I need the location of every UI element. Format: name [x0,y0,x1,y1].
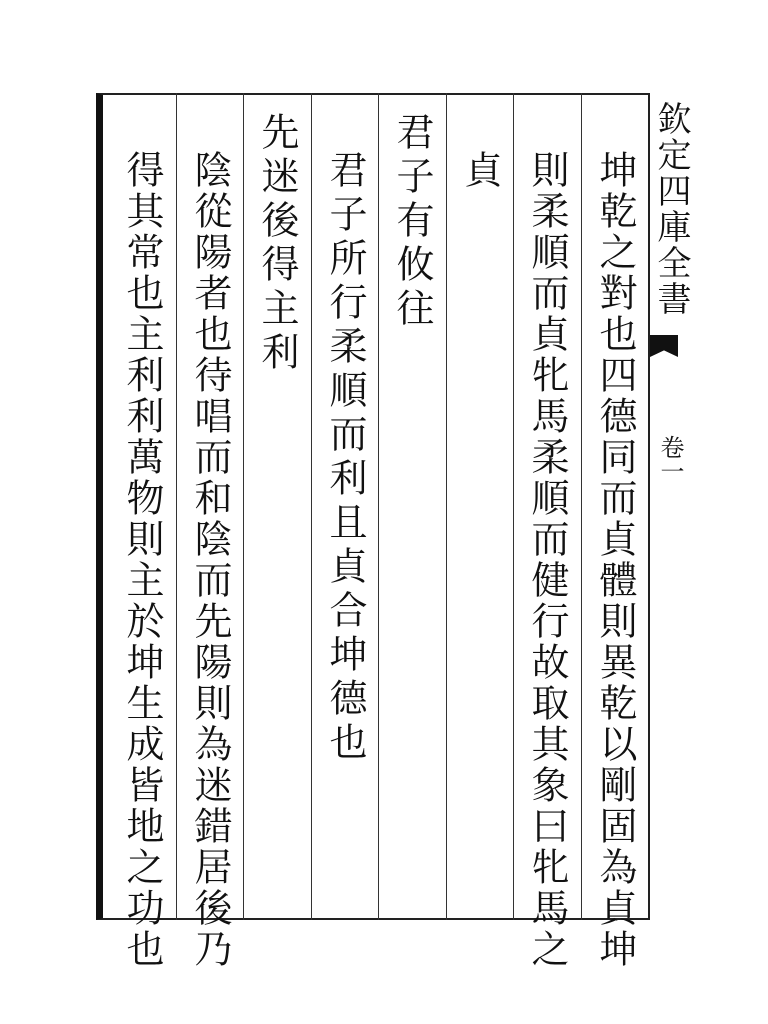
text-column-5: 君子所行柔順而利且貞合坤德也 [323,150,367,766]
text-column-1: 坤乾之對也四德同而貞體則異乾以剛固為貞坤 [593,150,637,970]
column-rule [581,93,582,920]
text-column-8: 得其常也主利利萬物則主於坤生成皆地之功也 [120,150,164,970]
volume-label: 卷一 [656,435,684,483]
fishtail-mark [650,335,678,357]
text-column-4: 君子有攸往 [390,112,434,332]
column-rule [176,93,177,920]
column-rule [243,93,244,920]
book-title: 欽定四庫全書 [651,101,691,317]
text-column-2: 則柔順而貞牝馬柔順而健行故取其象曰牝馬之 [525,150,569,970]
text-column-7: 陰從陽者也待唱而和陰而先陽則為迷錯居後乃 [188,150,232,970]
column-rule [378,93,379,920]
text-column-3: 貞 [458,150,502,192]
page-margin-edge [650,93,691,920]
column-rule [311,93,312,920]
column-rule [446,93,447,920]
text-column-6: 先迷後得主利 [255,112,299,376]
column-rule [513,93,514,920]
